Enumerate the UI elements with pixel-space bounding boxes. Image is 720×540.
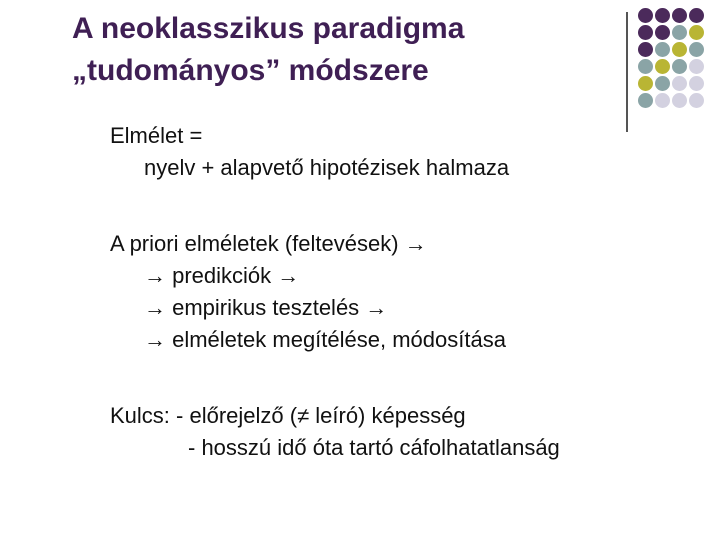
decorative-dot <box>638 76 653 91</box>
method-line-3: → empirikus tesztelés → <box>144 295 388 320</box>
decorative-dot <box>689 59 704 74</box>
decorative-dot <box>689 25 704 40</box>
decorative-dot <box>655 25 670 40</box>
decorative-dot <box>672 93 687 108</box>
definition-line: Elmélet = <box>110 123 203 148</box>
slide-body <box>110 120 690 464</box>
decorative-dot <box>638 42 653 57</box>
decorative-dot <box>655 76 670 91</box>
title-line-1: A neoklasszikus paradigma <box>72 12 465 45</box>
decorative-dot <box>672 59 687 74</box>
decorative-dot <box>672 8 687 23</box>
decorative-dot <box>655 42 670 57</box>
slide-title <box>72 8 612 92</box>
decorative-dot <box>689 42 704 57</box>
decorative-dot <box>689 93 704 108</box>
decorative-dot-grid <box>638 8 706 110</box>
method-line-1: A priori elméletek (feltevések) → <box>110 231 427 256</box>
key-line-2: - hosszú idő óta tartó cáfolhatatlanság <box>188 435 560 460</box>
title-line-2: „tudományos” módszere <box>72 54 429 87</box>
key-line-1: Kulcs: - előrejelző (≠ leíró) képesség <box>110 403 466 428</box>
method-line-4: → elméletek megítélése, módosítása <box>144 327 506 352</box>
decorative-dot <box>638 25 653 40</box>
vertical-divider <box>626 12 628 132</box>
decorative-dot <box>672 42 687 57</box>
definition-detail: nyelv + alapvető hipotézisek halmaza <box>144 155 510 180</box>
decorative-dot <box>672 76 687 91</box>
decorative-dot <box>689 8 704 23</box>
decorative-dot <box>655 8 670 23</box>
decorative-dot <box>689 76 704 91</box>
decorative-dot <box>655 93 670 108</box>
decorative-dot <box>638 8 653 23</box>
method-line-2: → predikciók → <box>144 263 300 288</box>
decorative-dot <box>638 93 653 108</box>
decorative-dot <box>638 59 653 74</box>
decorative-dot <box>655 59 670 74</box>
decorative-dot <box>672 25 687 40</box>
